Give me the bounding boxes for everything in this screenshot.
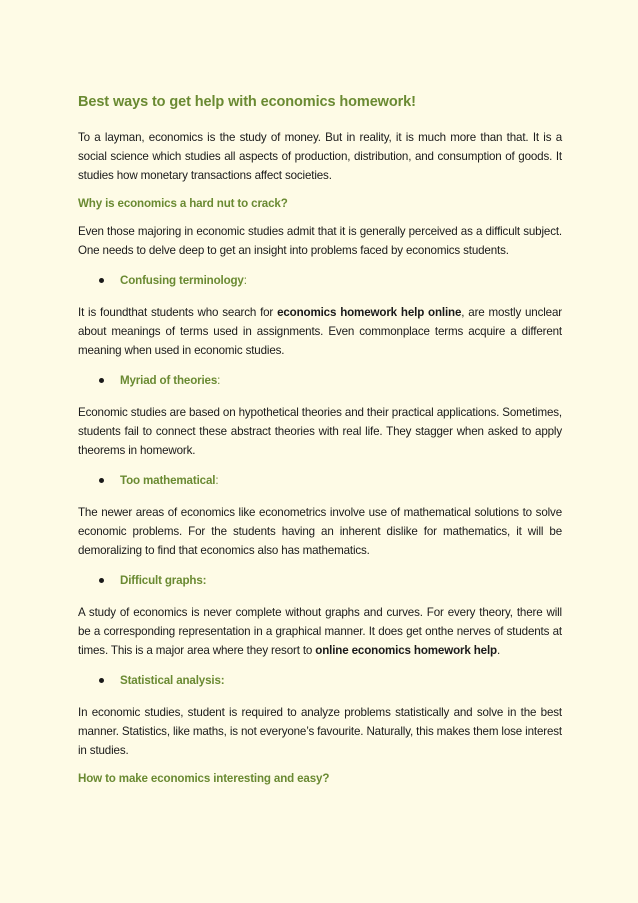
difficulty-paragraph: Even those majoring in economic studies admit that it is generally perceived as a difficult subject. One needs to delve deep to get an insight into problems faced by economics students.	[78, 225, 562, 257]
bullet-suffix: :	[243, 274, 247, 287]
document-page	[78, 92, 562, 797]
bullet-dot-icon	[99, 478, 104, 483]
terminology-paragraph	[78, 303, 562, 360]
statistics-paragraph: In economic studies, student is required to analyze problems statistically and solve in the best manner. Statistics, like maths, is not everyone’s favourite. Naturally, this makes them lose interest in studies.	[78, 706, 562, 757]
graphs-paragraph	[78, 603, 562, 660]
bullet-myriad-theories	[99, 371, 562, 390]
bullet-dot-icon	[99, 278, 104, 283]
bullet-label: Confusing terminology	[120, 274, 244, 287]
bullet-suffix: :	[217, 374, 221, 387]
subheading-interesting-easy: How to make economics interesting and easy?	[78, 772, 330, 785]
bullet-too-mathematical	[99, 471, 562, 490]
bullet-dot-icon	[99, 678, 104, 683]
paragraph-text: It is foundthat students who search for	[78, 306, 278, 319]
mathematical-paragraph: The newer areas of economics like econometrics involve use of mathematical solutions to solve economic problems. For the students having an inherent dislike for mathematics, it will be demoralizing to find that economics also has mathematics.	[78, 506, 562, 557]
document-title: Best ways to get help with economics homework!	[78, 94, 416, 110]
keyword-link-online-help: online economics homework help	[315, 644, 497, 657]
paragraph-text: A study of economics is never complete without graphs and curves. For every theory, there will be a corresponding representation in a graphical manner. It does get onthe nerves of students at times. This is a major area where they resort to	[78, 606, 562, 657]
bullet-label: Too mathematical	[120, 474, 216, 487]
bullet-label: Statistical analysis:	[120, 674, 225, 687]
bullet-dot-icon	[99, 378, 104, 383]
subheading-hard-nut: Why is economics a hard nut to crack?	[78, 197, 288, 210]
bullet-confusing-terminology	[99, 271, 562, 290]
keyword-link-help-online: economics homework help online	[277, 306, 462, 319]
paragraph-text: , are mostly unclear about meanings of terms used in assignments. Even commonplace terms acquire a different meaning when used in economic studies.	[78, 306, 562, 357]
bullet-label: Difficult graphs:	[120, 574, 207, 587]
bullet-statistical-analysis	[99, 671, 562, 690]
intro-paragraph: To a layman, economics is the study of money. But in reality, it is much more than that. It is a social science which studies all aspects of production, distribution, and consumption of goods. It studies how monetary transactions affect societies.	[78, 131, 562, 182]
bullet-dot-icon	[99, 578, 104, 583]
theories-paragraph: Economic studies are based on hypothetical theories and their practical applications. Sometimes, students fail to connect these abstract theories with real life. They stagger when asked to apply theorems in homework.	[78, 406, 562, 457]
paragraph-text: .	[496, 644, 501, 657]
bullet-label: Myriad of theories	[120, 374, 218, 387]
bullet-difficult-graphs	[99, 571, 562, 590]
bullet-suffix: :	[215, 474, 219, 487]
